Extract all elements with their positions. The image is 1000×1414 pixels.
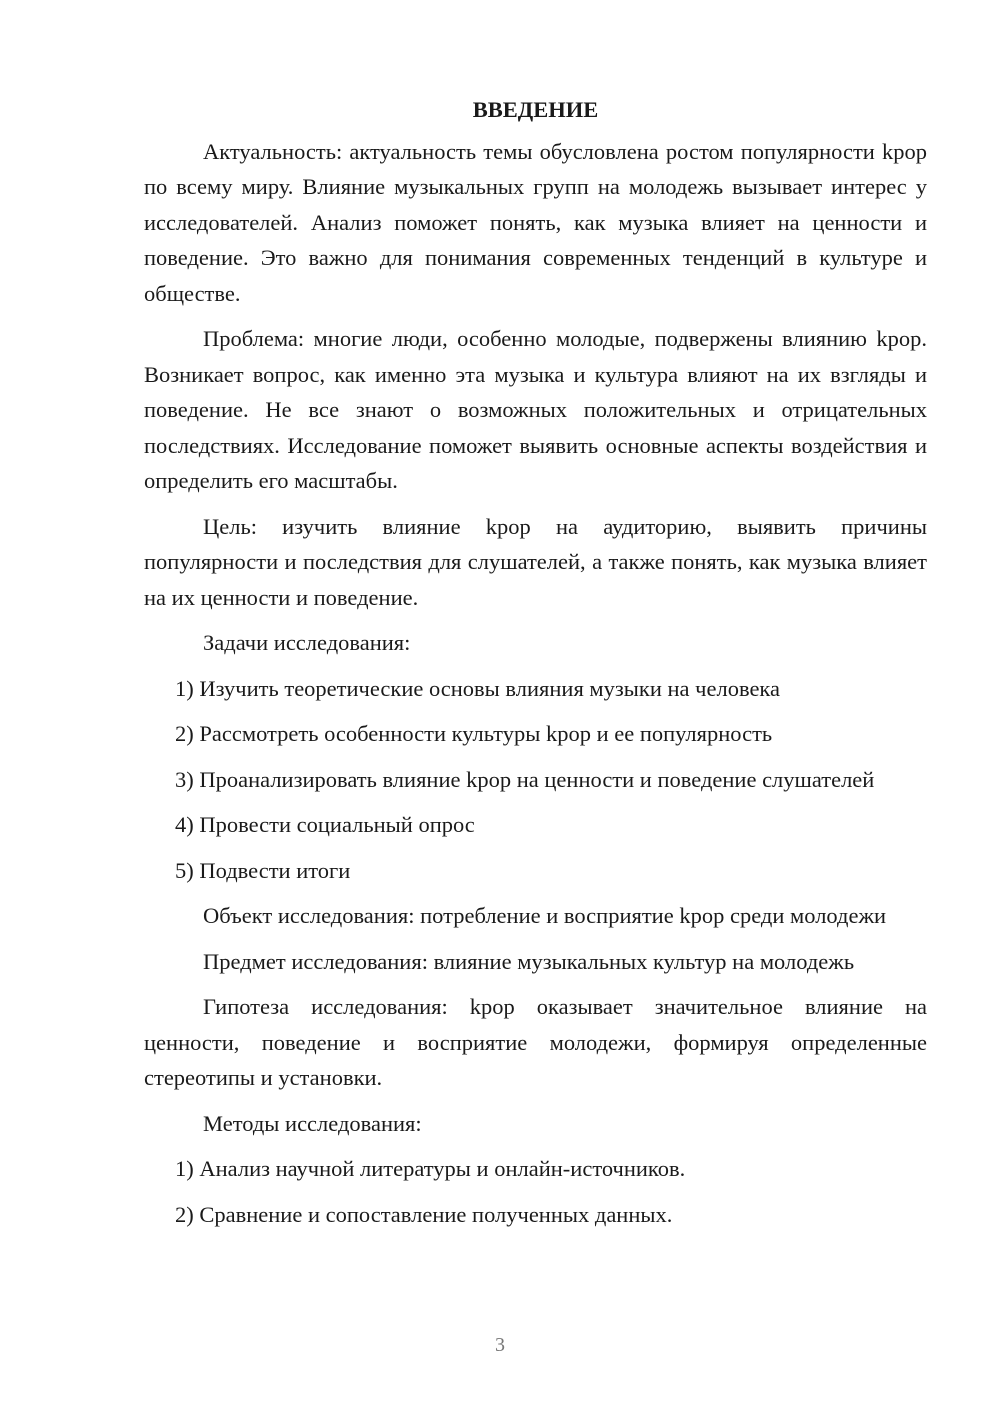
task-item-3: 3) Проанализировать влияние kpop на ценности и поведение слушателей (175, 766, 875, 792)
subject-paragraph: Предмет исследования: влияние музыкальных культур на молодежь (203, 948, 855, 974)
problem-paragraph: Проблема: многие люди, особенно молодые, подвержены влиянию kpop. Возникает вопрос, как именно эта музыка и культура влияют на их взгляды и поведение. Не все знают о возможных положительных и отрицательных последствиях. Исследование поможет выявить основные аспекты воздействия и определить его масштабы. (144, 326, 927, 493)
task-item-5: 5) Подвести итоги (175, 857, 351, 883)
object-paragraph: Объект исследования: потребление и восприятие kpop среди молодежи (203, 903, 887, 928)
relevance-paragraph: Актуальность: актуальность темы обусловлена ростом популярности kpop по всему миру. Влияние музыкальных групп на молодежь вызывает интерес у исследователей. Анализ поможет понять, как музыка влияет на ценности и поведение. Это важно для понимания современных тенденций в культуре и обществе. (144, 138, 927, 306)
task-item-1: 1) Изучить теоретические основы влияния музыки на человека (175, 675, 781, 701)
page-title: ВВЕДЕНИЕ (472, 97, 599, 122)
methods-heading: Методы исследования: (203, 1110, 422, 1136)
hypothesis-paragraph: Гипотеза исследования: kpop оказывает значительное влияние на ценности, поведение и восприятие молодежи, формируя определенные стереотипы и установки. (144, 994, 927, 1090)
page-number: 3 (495, 1334, 505, 1356)
task-item-4: 4) Провести социальный опрос (175, 812, 475, 837)
goal-paragraph: Цель: изучить влияние kpop на аудиторию, выявить причины популярности и последствия для слушателей, а также понять, как музыка влияет на их ценности и поведение. (144, 513, 927, 610)
tasks-heading: Задачи исследования: (203, 630, 411, 655)
method-item-1: 1) Анализ научной литературы и онлайн-источников. (175, 1156, 686, 1181)
task-item-2: 2) Рассмотреть особенности культуры kpop и ее популярность (175, 721, 773, 746)
method-item-2: 2) Сравнение и сопоставление полученных данных. (175, 1201, 673, 1227)
page-content (144, 92, 927, 1242)
